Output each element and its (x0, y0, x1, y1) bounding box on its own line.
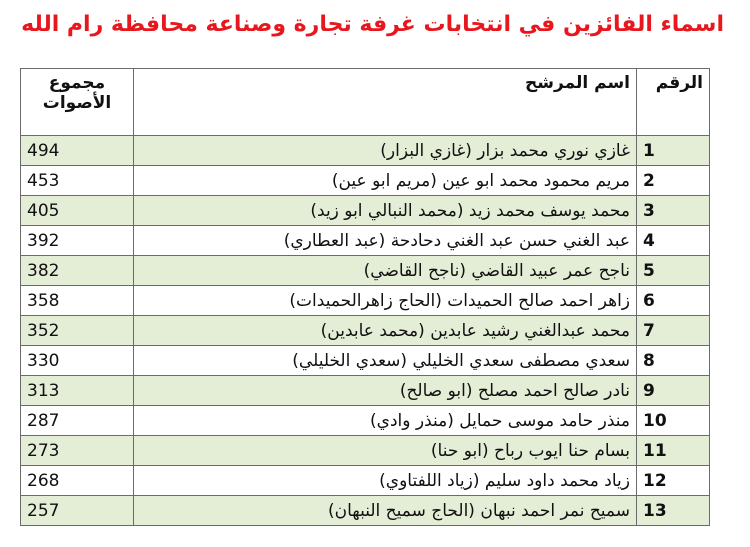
rank-number: 7 (637, 316, 710, 346)
table-body (21, 136, 710, 526)
candidate-name: زاهر احمد صالح الحميدات (الحاج زاهرالحميدات) (134, 286, 637, 316)
vote-count: 358 (21, 286, 134, 316)
rank-number: 5 (637, 256, 710, 286)
vote-count: 453 (21, 166, 134, 196)
vote-count: 313 (21, 376, 134, 406)
candidate-name: نادر صالح احمد مصلح (ابو صالح) (134, 376, 637, 406)
candidate-name: زياد محمد داود سليم (زياد اللفتاوي) (134, 466, 637, 496)
header-number: الرقم (637, 69, 710, 136)
rank-number: 6 (637, 286, 710, 316)
table-row (21, 316, 710, 346)
table-row (21, 226, 710, 256)
table-row (21, 496, 710, 526)
table-row (21, 286, 710, 316)
rank-number: 1 (637, 136, 710, 166)
header-votes (21, 69, 134, 136)
candidate-name: غازي نوري محمد بزار (غازي البزار) (134, 136, 637, 166)
page-title: اسماء الفائزين في انتخابات غرفة تجارة وصناعة محافظة رام الله (21, 12, 724, 37)
header-row (21, 69, 710, 136)
table-row (21, 346, 710, 376)
table-row (21, 256, 710, 286)
vote-count: 405 (21, 196, 134, 226)
vote-count: 392 (21, 226, 134, 256)
candidate-name: سميح نمر احمد نبهان (الحاج سميح النبهان) (134, 496, 637, 526)
rank-number: 4 (637, 226, 710, 256)
table-row (21, 166, 710, 196)
header-candidate: اسم المرشح (134, 69, 637, 136)
vote-count: 287 (21, 406, 134, 436)
table-row (21, 406, 710, 436)
rank-number: 2 (637, 166, 710, 196)
candidate-name: سعدي مصطفى سعدي الخليلي (سعدي الخليلي) (134, 346, 637, 376)
vote-count: 257 (21, 496, 134, 526)
vote-count: 352 (21, 316, 134, 346)
table-header (21, 69, 710, 136)
vote-count: 268 (21, 466, 134, 496)
candidate-name: محمد عبدالغني رشيد عابدين (محمد عابدين) (134, 316, 637, 346)
candidate-name: عبد الغني حسن عبد الغني دحادحة (عبد العطاري) (134, 226, 637, 256)
header-votes-line1: مجموع (48, 73, 106, 93)
header-votes-line2: الأصوات (42, 93, 112, 113)
table-row (21, 436, 710, 466)
table-row (21, 466, 710, 496)
vote-count: 494 (21, 136, 134, 166)
rank-number: 3 (637, 196, 710, 226)
table-row (21, 376, 710, 406)
rank-number: 9 (637, 376, 710, 406)
table-row (21, 136, 710, 166)
results-table (20, 68, 710, 526)
candidate-name: ناجح عمر عبيد القاضي (ناجح القاضي) (134, 256, 637, 286)
table-row (21, 196, 710, 226)
candidate-name: منذر حامد موسى حمايل (منذر وادي) (134, 406, 637, 436)
rank-number: 10 (637, 406, 710, 436)
rank-number: 12 (637, 466, 710, 496)
vote-count: 330 (21, 346, 134, 376)
candidate-name: بسام حنا ايوب رباح (ابو حنا) (134, 436, 637, 466)
rank-number: 8 (637, 346, 710, 376)
vote-count: 273 (21, 436, 134, 466)
rank-number: 13 (637, 496, 710, 526)
candidate-name: مريم محمود محمد ابو عين (مريم ابو عين) (134, 166, 637, 196)
rank-number: 11 (637, 436, 710, 466)
vote-count: 382 (21, 256, 134, 286)
candidate-name: محمد يوسف محمد زيد (محمد النبالي ابو زيد) (134, 196, 637, 226)
